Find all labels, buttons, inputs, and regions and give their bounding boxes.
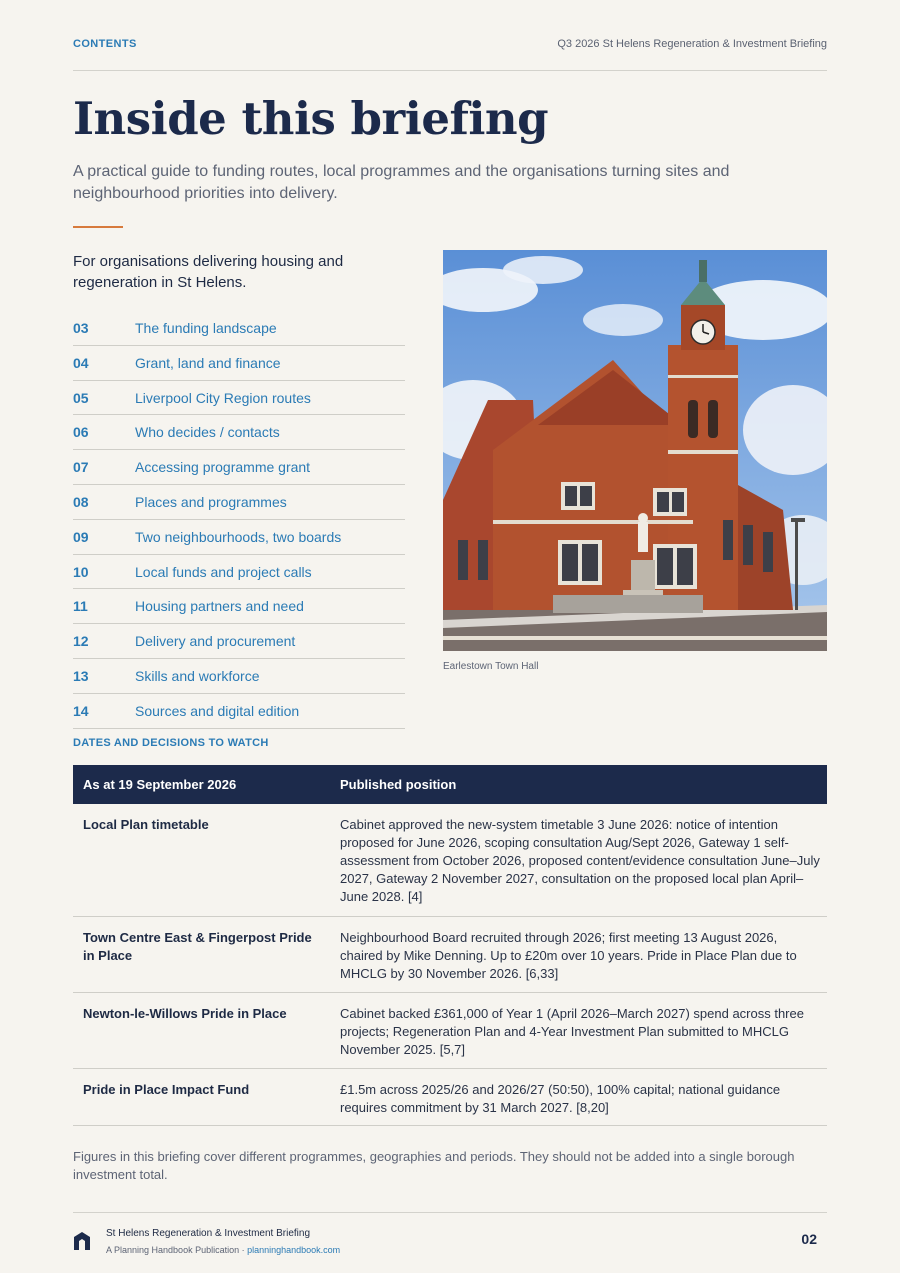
toc-page-number: 08 bbox=[73, 493, 89, 510]
toc-item[interactable] bbox=[73, 694, 405, 729]
toc-page-number: 10 bbox=[73, 563, 89, 580]
section-label-contents: CONTENTS bbox=[73, 38, 137, 50]
row-item: Town Centre East & Fingerpost Pride in Place bbox=[83, 930, 312, 963]
toc-item[interactable] bbox=[73, 555, 405, 590]
page-title: Inside this briefing bbox=[73, 92, 549, 145]
toc-item[interactable] bbox=[73, 346, 405, 381]
dates-section-label: DATES AND DECISIONS TO WATCH bbox=[73, 737, 269, 749]
footnote: Figures in this briefing cover different programmes, geographies and periods. They should not be added into a single borough investment total. bbox=[73, 1149, 795, 1182]
table-of-contents bbox=[73, 311, 405, 729]
toc-label: Local funds and project calls bbox=[135, 563, 312, 580]
table-row bbox=[73, 1069, 827, 1126]
table-row bbox=[73, 993, 827, 1069]
row-position: Neighbourhood Board recruited through 2026; first meeting 13 August 2026, chaired by Mike Denning. Up to £20m over 10 years. Pride in Place Plan due to MHCLG by 30 November 2026. [6,33] bbox=[340, 930, 797, 981]
toc-label: Housing partners and need bbox=[135, 598, 304, 615]
row-item: Local Plan timetable bbox=[83, 817, 209, 832]
row-item: Newton-le-Willows Pride in Place bbox=[83, 1006, 287, 1021]
toc-page-number: 04 bbox=[73, 354, 89, 371]
toc-item[interactable] bbox=[73, 659, 405, 694]
page-subtitle: A practical guide to funding routes, local programmes and the organisations turning sites and neighbourhood priorities into delivery. bbox=[73, 163, 730, 202]
toc-label: Sources and digital edition bbox=[135, 702, 300, 719]
toc-label: Who decides / contacts bbox=[135, 424, 280, 441]
dates-table bbox=[73, 765, 827, 1126]
toc-item[interactable] bbox=[73, 485, 405, 520]
header-divider bbox=[73, 70, 827, 71]
town-hall-photo bbox=[443, 250, 827, 651]
toc-item[interactable] bbox=[73, 311, 405, 346]
footer-publisher-text: A Planning Handbook Publication · bbox=[106, 1245, 248, 1255]
toc-label: Accessing programme grant bbox=[135, 459, 311, 476]
toc-item[interactable] bbox=[73, 589, 405, 624]
photo-caption: Earlestown Town Hall bbox=[443, 661, 539, 672]
row-position: £1.5m across 2025/26 and 2026/27 (50:50), 100% capital; national guidance requires commitment by 31 March 2027. [8,20] bbox=[340, 1082, 781, 1115]
toc-page-number: 09 bbox=[73, 528, 89, 545]
table-header-position: Published position bbox=[340, 777, 457, 792]
row-item: Pride in Place Impact Fund bbox=[83, 1082, 250, 1097]
toc-item[interactable] bbox=[73, 415, 405, 450]
toc-page-number: 13 bbox=[73, 667, 89, 684]
toc-page-number: 07 bbox=[73, 459, 89, 476]
publisher-logo-icon bbox=[73, 1231, 91, 1251]
accent-divider bbox=[73, 226, 123, 228]
table-header-date: As at 19 September 2026 bbox=[83, 777, 237, 792]
row-position: Cabinet backed £361,000 of Year 1 (April 2026–March 2027) spend across three projects; Regeneration Plan and 4-Year Investment Plan submitted to MHCLG November 2025. [5,7] bbox=[340, 1006, 804, 1057]
toc-label: Skills and workforce bbox=[135, 667, 260, 684]
toc-item[interactable] bbox=[73, 624, 405, 659]
toc-label: Places and programmes bbox=[135, 493, 287, 510]
toc-page-number: 03 bbox=[73, 320, 89, 336]
toc-item[interactable] bbox=[73, 381, 405, 416]
page-number: 02 bbox=[801, 1231, 817, 1247]
intro-text: For organisations delivering housing and regeneration in St Helens. bbox=[73, 253, 344, 291]
footer-title: St Helens Regeneration & Investment Briefing bbox=[106, 1228, 310, 1239]
table-row bbox=[73, 804, 827, 917]
toc-label: Two neighbourhoods, two boards bbox=[135, 528, 342, 545]
table-row bbox=[73, 917, 827, 993]
toc-label: Liverpool City Region routes bbox=[135, 389, 311, 406]
publication-title: Q3 2026 St Helens Regeneration & Investment Briefing bbox=[557, 38, 827, 50]
toc-page-number: 12 bbox=[73, 633, 89, 650]
toc-page-number: 05 bbox=[73, 389, 89, 406]
toc-label: Grant, land and finance bbox=[135, 354, 281, 371]
toc-item[interactable] bbox=[73, 450, 405, 485]
toc-page-number: 06 bbox=[73, 424, 89, 441]
toc-page-number: 14 bbox=[73, 702, 89, 719]
page bbox=[73, 0, 827, 1273]
footer-link[interactable]: planninghandbook.com bbox=[247, 1245, 341, 1255]
toc-label: Delivery and procurement bbox=[135, 633, 296, 650]
toc-label: The funding landscape bbox=[135, 320, 277, 336]
footer-divider bbox=[73, 1212, 827, 1213]
table-header bbox=[73, 765, 827, 804]
toc-page-number: 11 bbox=[73, 598, 88, 615]
footer-publisher bbox=[106, 1245, 340, 1255]
page-header bbox=[73, 38, 827, 54]
row-position: Cabinet approved the new-system timetable 3 June 2026: notice of intention proposed for June 2026, scoping consultation Aug/Sept 2026, Gateway 1 self-assessment from October 2026, proposed content/evidence consultation June–July 2027, Gateway 2 November 2027, consultation on the proposed local plan April–June 2028. [4] bbox=[340, 817, 820, 904]
toc-item[interactable] bbox=[73, 520, 405, 555]
